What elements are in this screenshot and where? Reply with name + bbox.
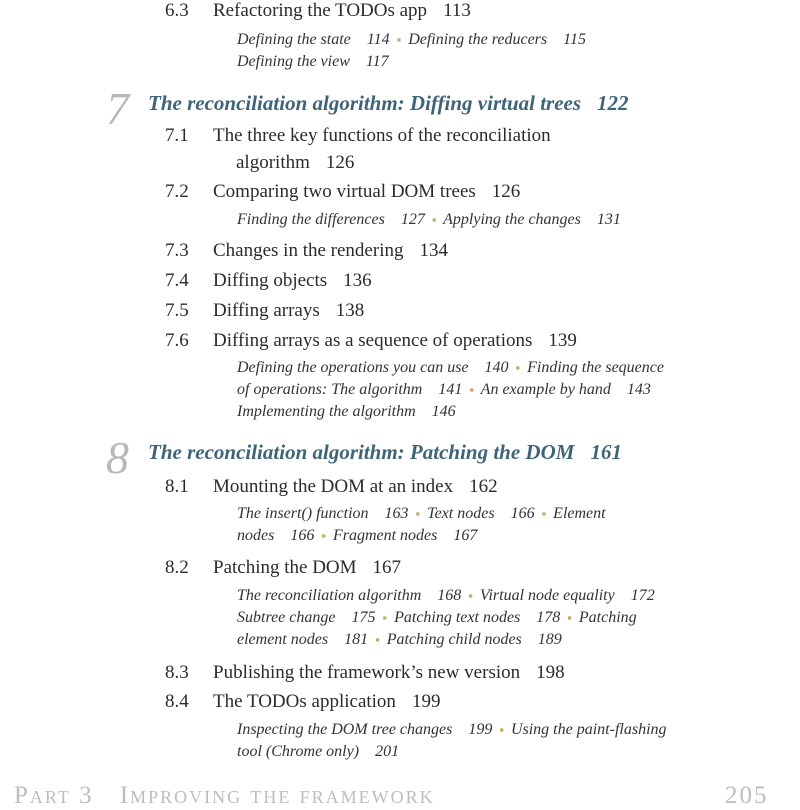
section-number: 7.6 [165,330,189,351]
section-number: 7.2 [165,181,189,202]
chapter-title[interactable]: The reconciliation algorithm: Diffing virtual trees 122 [148,91,629,115]
section-title[interactable]: The TODOs application 199 [213,691,441,712]
subsection-line[interactable]: of operations: The algorithm 141 ▪ An example by hand 143 [237,381,651,398]
section-title[interactable]: Patching the DOM 167 [213,557,402,578]
part-label: Part 3 [14,782,94,809]
subsection-line[interactable]: The reconciliation algorithm 168 ▪ Virtual node equality 172 [237,587,655,604]
section-title[interactable]: Diffing arrays as a sequence of operations 139 [213,330,577,351]
part-title: Improving the framework [119,782,435,809]
subsection-line[interactable]: Implementing the algorithm 146 [237,403,456,420]
section-title[interactable]: Diffing objects 136 [213,270,372,291]
section-title-continuation[interactable]: algorithm 126 [236,152,355,173]
part-heading[interactable] [14,782,435,810]
part-page: 205 [725,782,769,809]
section-title[interactable]: Diffing arrays 138 [213,300,365,321]
section-title[interactable]: Publishing the framework’s new version 198 [213,662,565,683]
subsection-line[interactable]: Finding the differences 127 ▪ Applying the changes 131 [237,211,621,228]
subsection-line[interactable]: element nodes 181 ▪ Patching child nodes 189 [237,631,562,648]
section-number: 8.2 [165,557,189,578]
subsection-line[interactable]: nodes 166 ▪ Fragment nodes 167 [237,527,478,544]
section-title[interactable]: The three key functions of the reconciliation [213,125,551,146]
subsection-line[interactable]: Defining the view 117 [237,53,389,70]
subsection-line[interactable]: tool (Chrome only) 201 [237,743,400,760]
subsection-line[interactable]: The insert() function 163 ▪ Text nodes 166 ▪ Element [237,505,606,522]
section-number: 8.3 [165,662,189,683]
subsection-line[interactable]: Subtree change 175 ▪ Patching text nodes 178 ▪ Patching [237,609,637,626]
chapter-title[interactable]: The reconciliation algorithm: Patching the DOM 161 [148,440,622,464]
subsection-line[interactable]: Defining the state 114 ▪ Defining the reducers 115 [237,31,586,48]
section-number: 8.4 [165,691,189,712]
section-number: 7.1 [165,125,189,146]
chapter-number: 8 [106,432,129,483]
section-number: 7.3 [165,240,189,261]
section-number: 7.5 [165,300,189,321]
section-title[interactable]: Comparing two virtual DOM trees 126 [213,181,521,202]
section-number: 7.4 [165,270,189,291]
section-number: 6.3 [165,0,189,21]
section-title[interactable]: Changes in the rendering 134 [213,240,448,261]
subsection-line[interactable]: Inspecting the DOM tree changes 199 ▪ Using the paint-flashing [237,721,667,738]
chapter-number: 7 [106,83,129,134]
section-title[interactable]: Refactoring the TODOs app 113 [213,0,471,21]
section-title[interactable]: Mounting the DOM at an index 162 [213,476,498,497]
subsection-line[interactable]: Defining the operations you can use 140 ▪ Finding the sequence [237,359,664,376]
section-number: 8.1 [165,476,189,497]
